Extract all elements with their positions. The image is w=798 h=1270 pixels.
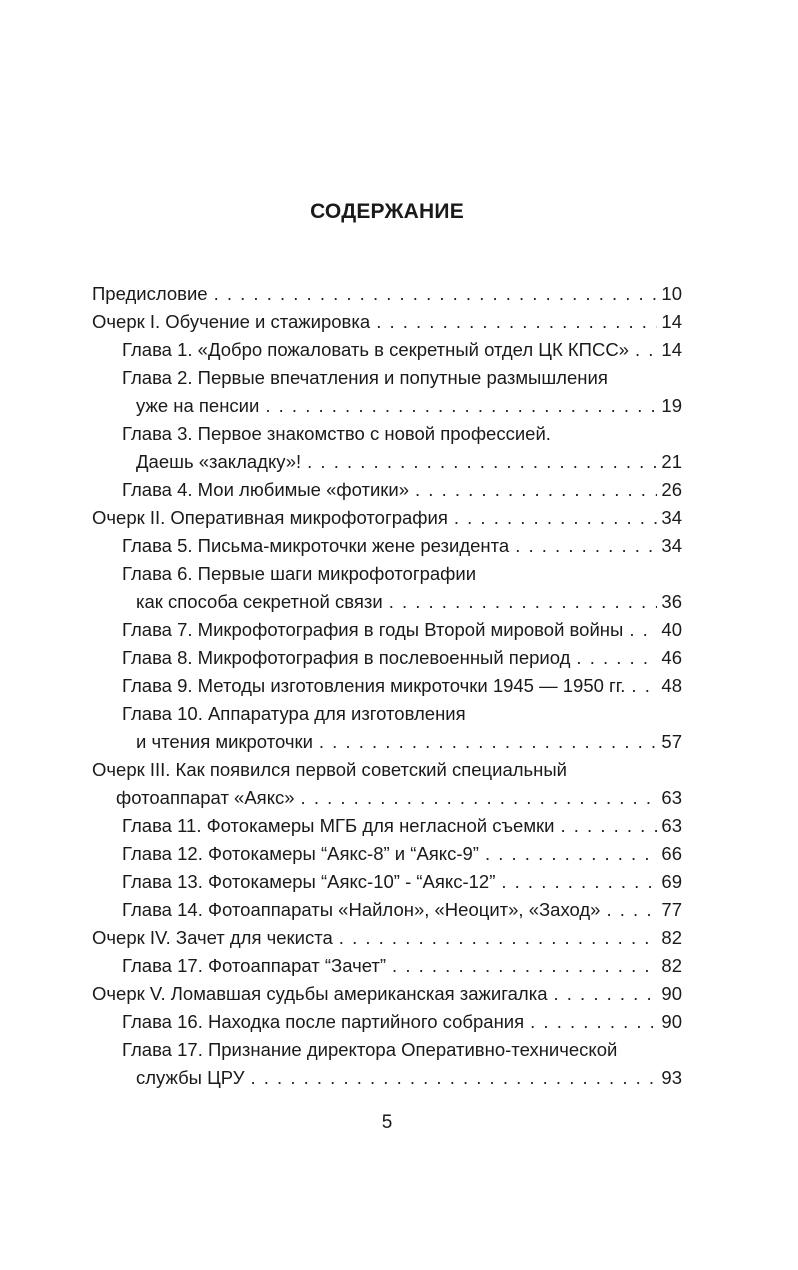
toc-page-number: 57 (661, 731, 682, 752)
toc-page-number: 14 (661, 311, 682, 332)
dot-leader (251, 1064, 658, 1092)
toc-page-number: 82 (661, 955, 682, 976)
toc-entry-text: Даешь «закладку»! (136, 451, 302, 472)
dot-leader (454, 504, 658, 532)
toc-chapter-entry (92, 336, 682, 364)
toc-part-entry (92, 756, 682, 812)
toc-chapter-entry (92, 672, 682, 700)
toc-chapter-entry (92, 700, 682, 756)
toc-page-number: 21 (661, 451, 682, 472)
toc-entry-text: Глава 7. Микрофотография в годы Второй мировой войны (122, 619, 624, 640)
toc-page-number: 36 (661, 591, 682, 612)
toc-entry-text: Глава 13. Фотокамеры “Аякс-10” - “Аякс-12” (122, 871, 496, 892)
toc-entry-text: Очерк V. Ломавшая судьбы американская зажигалка (92, 983, 548, 1004)
dot-leader (265, 392, 657, 420)
toc-entry-text: Глава 14. Фотоаппараты «Найлон», «Неоцит», «Заход» (122, 899, 601, 920)
toc-chapter-entry (92, 532, 682, 560)
toc-part-entry (92, 280, 682, 308)
toc-entry-text: Глава 6. Первые шаги микрофотографии (122, 563, 477, 584)
table-of-contents (92, 280, 682, 1092)
toc-page-number: 69 (661, 871, 682, 892)
dot-leader (301, 784, 658, 812)
toc-chapter-entry (92, 896, 682, 924)
toc-entry-text: Очерк I. Обучение и стажировка (92, 311, 371, 332)
toc-page-number: 90 (661, 983, 682, 1004)
toc-chapter-entry (92, 476, 682, 504)
toc-entry-text: Глава 17. Признание директора Оперативно-технической (122, 1039, 618, 1060)
toc-chapter-entry (92, 420, 682, 476)
toc-entry-text: службы ЦРУ (136, 1067, 245, 1088)
toc-chapter-entry (92, 364, 682, 420)
toc-page-number: 82 (661, 927, 682, 948)
toc-chapter-entry (92, 952, 682, 980)
toc-entry-text: Глава 5. Письма-микроточки жене резидента (122, 535, 510, 556)
dot-leader (389, 588, 658, 616)
toc-page-number: 34 (661, 507, 682, 528)
dot-leader (214, 280, 658, 308)
dot-leader (319, 728, 658, 756)
toc-entry-text: Глава 16. Находка после партийного собрания (122, 1011, 525, 1032)
toc-page-number: 34 (661, 535, 682, 556)
toc-entry-text: как способа секретной связи (136, 591, 383, 612)
toc-entry-text: фотоаппарат «Аякс» (116, 787, 295, 808)
toc-entry-text: уже на пенсии (136, 395, 260, 416)
toc-chapter-entry (92, 812, 682, 840)
toc-page-number: 46 (661, 647, 682, 668)
toc-chapter-entry (92, 560, 682, 616)
toc-entry-text: Глава 11. Фотокамеры МГБ для негласной съемки (122, 815, 555, 836)
toc-entry-text: Очерк IV. Зачет для чекиста (92, 927, 333, 948)
toc-chapter-entry (92, 868, 682, 896)
toc-entry-text: Глава 3. Первое знакомство с новой профессией. (122, 423, 551, 444)
toc-entry-text: Глава 2. Первые впечатления и попутные размышления (122, 367, 608, 388)
toc-chapter-entry (92, 644, 682, 672)
dot-leader (629, 616, 657, 644)
toc-entry-text: Очерк III. Как появился первой советский специальный (92, 759, 568, 780)
toc-page-number: 77 (661, 899, 682, 920)
dot-leader (576, 644, 657, 672)
dot-leader (560, 812, 657, 840)
toc-page-number: 66 (661, 843, 682, 864)
toc-page-number: 40 (661, 619, 682, 640)
dot-leader (485, 840, 657, 868)
dot-leader (415, 476, 657, 504)
toc-entry-text: Предисловие (92, 283, 208, 304)
toc-entry-text: Глава 12. Фотокамеры “Аякс-8” и “Аякс-9” (122, 843, 479, 864)
toc-entry-text: Очерк II. Оперативная микрофотография (92, 507, 448, 528)
toc-entry-text: Глава 8. Микрофотография в послевоенный период (122, 647, 571, 668)
toc-entry-text: и чтения микроточки (136, 731, 313, 752)
toc-part-entry (92, 504, 682, 532)
toc-page-number: 14 (661, 339, 682, 360)
dot-leader (635, 336, 657, 364)
toc-part-entry (92, 980, 682, 1008)
toc-page-number: 93 (661, 1067, 682, 1088)
dot-leader (392, 952, 657, 980)
dot-leader (339, 924, 658, 952)
page-title: СОДЕРЖАНИЕ (310, 200, 464, 223)
toc-page-number: 26 (661, 479, 682, 500)
dot-leader (376, 308, 657, 336)
dot-leader (515, 532, 657, 560)
toc-entry-text: Глава 4. Мои любимые «фотики» (122, 479, 410, 500)
toc-page-number: 63 (661, 815, 682, 836)
toc-chapter-entry (92, 1008, 682, 1036)
toc-page-number: 10 (661, 283, 682, 304)
dot-leader (530, 1008, 657, 1036)
toc-part-entry (92, 308, 682, 336)
page-number: 5 (381, 1112, 393, 1133)
toc-entry-text: Глава 9. Методы изготовления микроточки 1945 — 1950 гг. (122, 675, 626, 696)
toc-page-number: 48 (661, 675, 682, 696)
toc-entry-text: Глава 1. «Добро пожаловать в секретный отдел ЦК КПСС» (122, 339, 629, 360)
toc-chapter-entry (92, 1036, 682, 1092)
dot-leader (553, 980, 657, 1008)
toc-chapter-entry (92, 616, 682, 644)
toc-part-entry (92, 924, 682, 952)
toc-page-number: 90 (661, 1011, 682, 1032)
dot-leader (631, 672, 657, 700)
toc-page-number: 19 (661, 395, 682, 416)
toc-entry-text: Глава 17. Фотоаппарат “Зачет” (122, 955, 387, 976)
dot-leader (501, 868, 657, 896)
toc-entry-text: Глава 10. Аппаратура для изготовления (122, 703, 466, 724)
toc-page-number: 63 (661, 787, 682, 808)
toc-chapter-entry (92, 840, 682, 868)
dot-leader (606, 896, 657, 924)
dot-leader (307, 448, 657, 476)
